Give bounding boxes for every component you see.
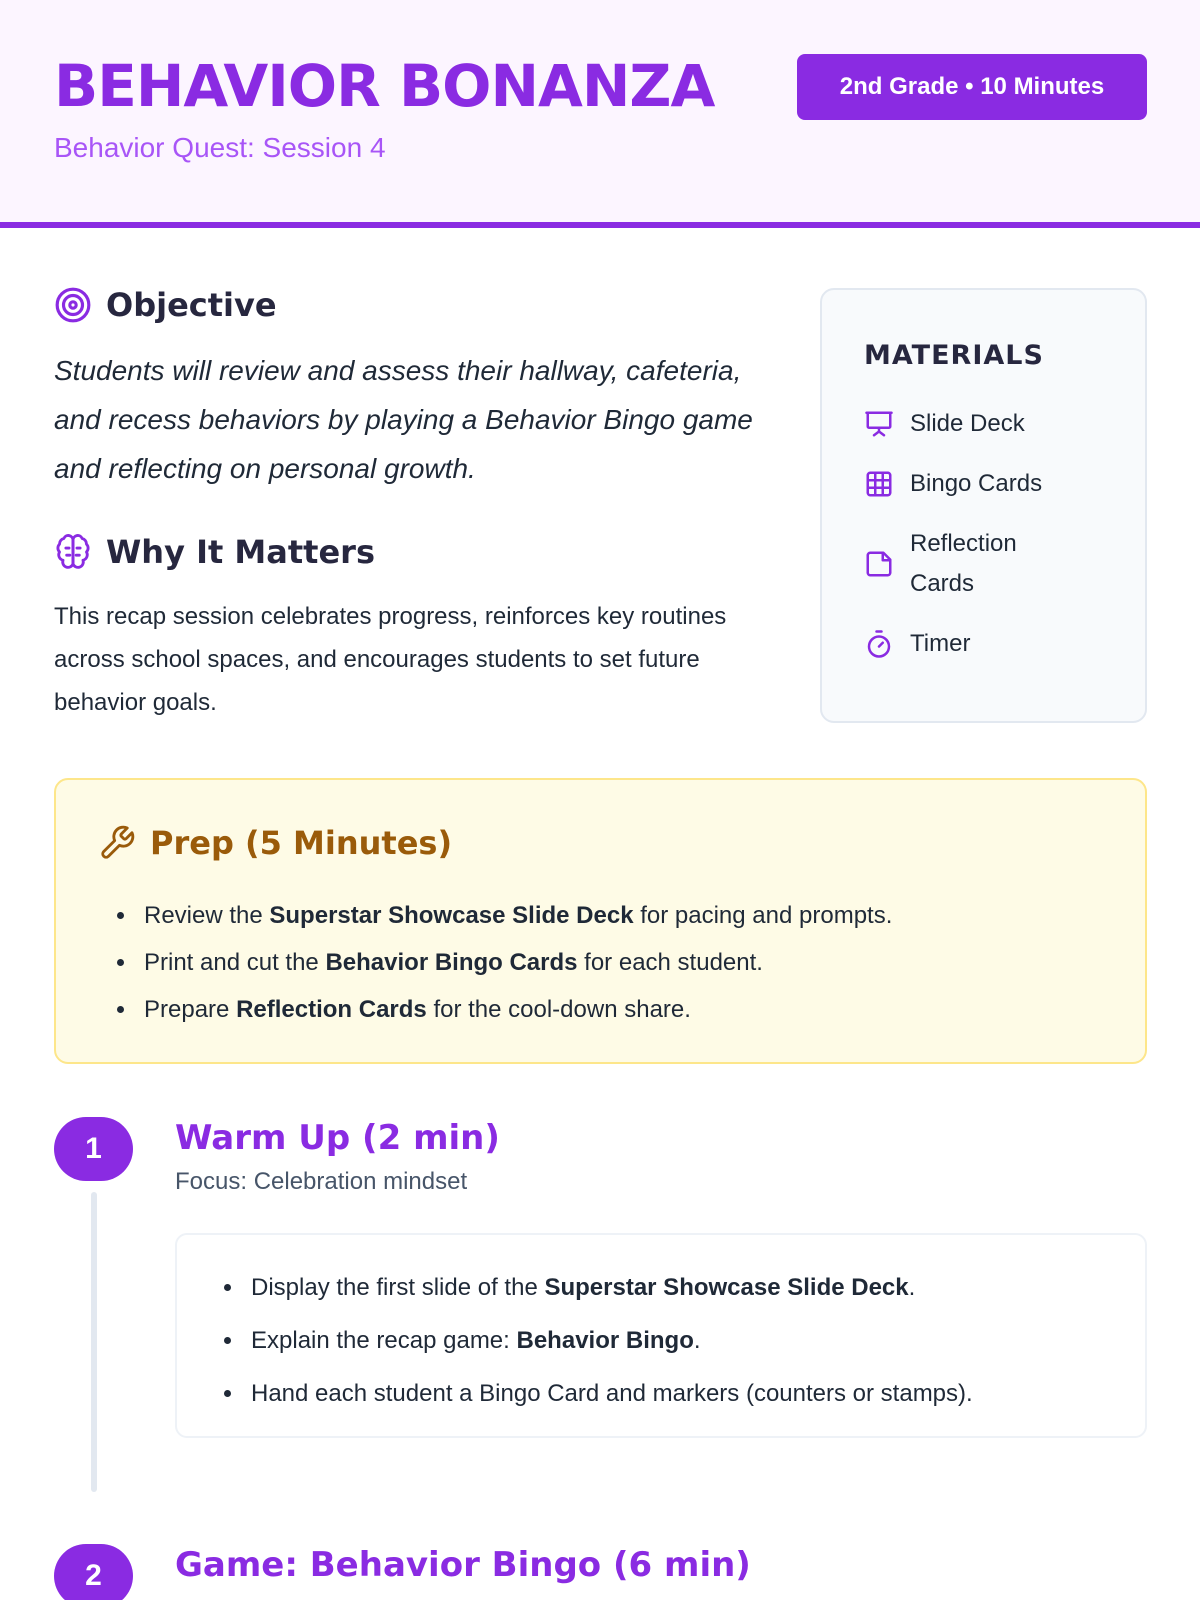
prep-card bbox=[54, 778, 1147, 1064]
brain-icon bbox=[54, 533, 92, 571]
step-number-badge: 2 bbox=[54, 1544, 133, 1600]
prep-list bbox=[138, 892, 892, 1033]
material-label: Slide Deck bbox=[910, 410, 1025, 437]
why-text: This recap session celebrates progress, reinforces key routines across school spaces, and encourages students to set future behavior goals. bbox=[54, 603, 727, 716]
presentation-icon bbox=[864, 409, 894, 439]
materials-heading: MATERIALS bbox=[864, 340, 1044, 371]
step-focus: Focus: Celebration mindset bbox=[175, 1168, 468, 1195]
prep-item: • Print and cut the Behavior Bingo Cards for each student. bbox=[138, 939, 892, 986]
prep-item: • Prepare Reflection Cards for the cool-down share. bbox=[138, 986, 892, 1033]
prep-item: • Review the Superstar Showcase Slide Deck for pacing and prompts. bbox=[138, 892, 892, 939]
objective-text: Students will review and assess their hallway, cafeteria, and recess behaviors by playing a Behavior Bingo game and reflecting on personal growth. bbox=[54, 355, 753, 484]
material-item bbox=[864, 464, 1042, 504]
material-label: Bingo Cards bbox=[910, 470, 1043, 497]
materials-card bbox=[820, 288, 1147, 723]
why-heading-row bbox=[54, 533, 375, 571]
step-number-badge: 1 bbox=[54, 1117, 133, 1181]
step-title: Game: Behavior Bingo (6 min) bbox=[175, 1545, 751, 1585]
prep-heading-row bbox=[98, 824, 452, 862]
material-item bbox=[864, 624, 970, 664]
stopwatch-icon bbox=[864, 629, 894, 659]
material-item bbox=[864, 524, 1064, 604]
wrench-icon bbox=[98, 824, 136, 862]
step-title: Warm Up (2 min) bbox=[175, 1118, 500, 1158]
step-item: • Display the first slide of the Superstar Showcase Slide Deck. bbox=[245, 1261, 973, 1314]
timeline-line bbox=[91, 1192, 97, 1492]
objective-heading-row bbox=[54, 286, 277, 324]
why-heading: Why It Matters bbox=[106, 533, 375, 571]
step-item: • Explain the recap game: Behavior Bingo. bbox=[245, 1314, 973, 1367]
grid-icon bbox=[864, 469, 894, 499]
page-subtitle: Behavior Quest: Session 4 bbox=[54, 132, 386, 163]
prep-heading: Prep (5 Minutes) bbox=[150, 824, 453, 862]
material-label: Reflection Cards bbox=[910, 530, 1017, 597]
objective-heading: Objective bbox=[106, 286, 277, 324]
grade-duration-badge: 2nd Grade • 10 Minutes bbox=[797, 54, 1147, 120]
page-header bbox=[0, 0, 1200, 228]
material-item bbox=[864, 404, 1025, 444]
target-icon bbox=[54, 286, 92, 324]
step-item: • Hand each student a Bingo Card and markers (counters or stamps). bbox=[245, 1367, 973, 1420]
material-label: Timer bbox=[910, 630, 971, 657]
step-card bbox=[175, 1233, 1147, 1438]
step-list bbox=[245, 1261, 973, 1420]
page-title: BEHAVIOR BONANZA bbox=[54, 52, 715, 120]
sticky-note-icon bbox=[864, 549, 894, 579]
